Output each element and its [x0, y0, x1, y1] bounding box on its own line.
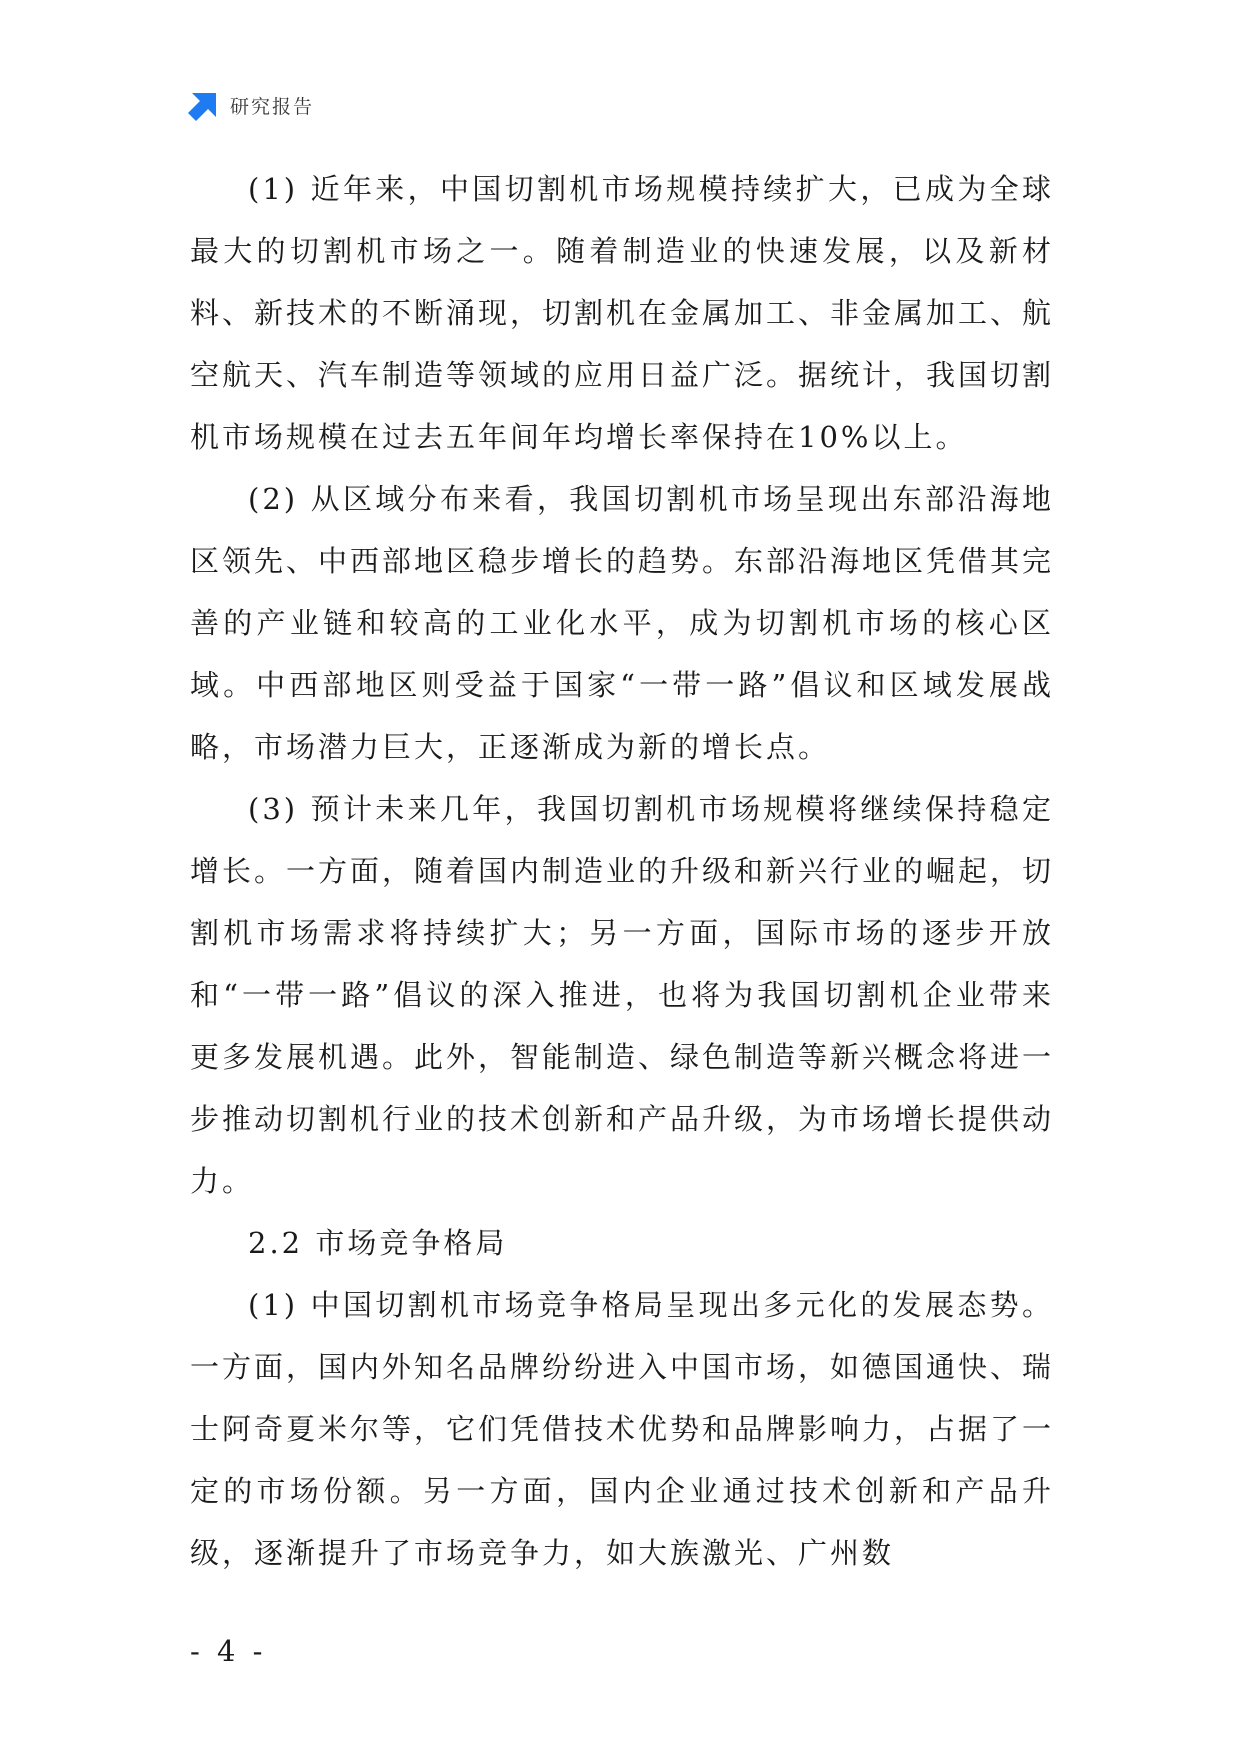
- paragraph-regional-distribution: (2) 从区域分布来看，我国切割机市场呈现出东部沿海地区领先、中西部地区稳步增长的趋势。东部沿海地区凭借其完善的产业链和较高的工业化水平，成为切割机市场的核心区域。中西部地区则受益于国家“一带一路”倡议和区域发展战略，市场潜力巨大，正逐渐成为新的增长点。: [190, 482, 1055, 764]
- header-title: 研究报告: [230, 95, 315, 118]
- paragraph-competition: (1) 中国切割机市场竞争格局呈现出多元化的发展态势。一方面，国内外知名品牌纷纷进入中国市场，如德国通快、瑞士阿奇夏米尔等，它们凭借技术优势和品牌影响力，占据了一定的市场份额。另一方面，国内企业通过技术创新和产品升级，逐渐提升了市场竞争力，如大族激光、广州数: [190, 1288, 1055, 1570]
- document-body: [190, 158, 1054, 1584]
- arrow-up-right-icon: [188, 89, 220, 121]
- paragraph-market-size: (1) 近年来，中国切割机市场规模持续扩大，已成为全球最大的切割机市场之一。随着制造业的快速发展，以及新材料、新技术的不断涌现，切割机在金属加工、非金属加工、航空航天、汽车制造等领域的应用日益广泛。据统计，我国切割机市场规模在过去五年间年均增长率保持在10%以上。: [190, 172, 1055, 454]
- paragraph-market-forecast: (3) 预计未来几年，我国切割机市场规模将继续保持稳定增长。一方面，随着国内制造业的升级和新兴行业的崛起，切割机市场需求将持续扩大；另一方面，国际市场的逐步开放和“一带一路”倡议的深入推进，也将为我国切割机企业带来更多发展机遇。此外，智能制造、绿色制造等新兴概念将进一步推动切割机行业的技术创新和产品升级，为市场增长提供动力。: [190, 792, 1055, 1198]
- page-number: - 4 -: [190, 1634, 267, 1668]
- page-header: [188, 88, 314, 122]
- section-heading: 2.2 市场竞争格局: [248, 1226, 508, 1260]
